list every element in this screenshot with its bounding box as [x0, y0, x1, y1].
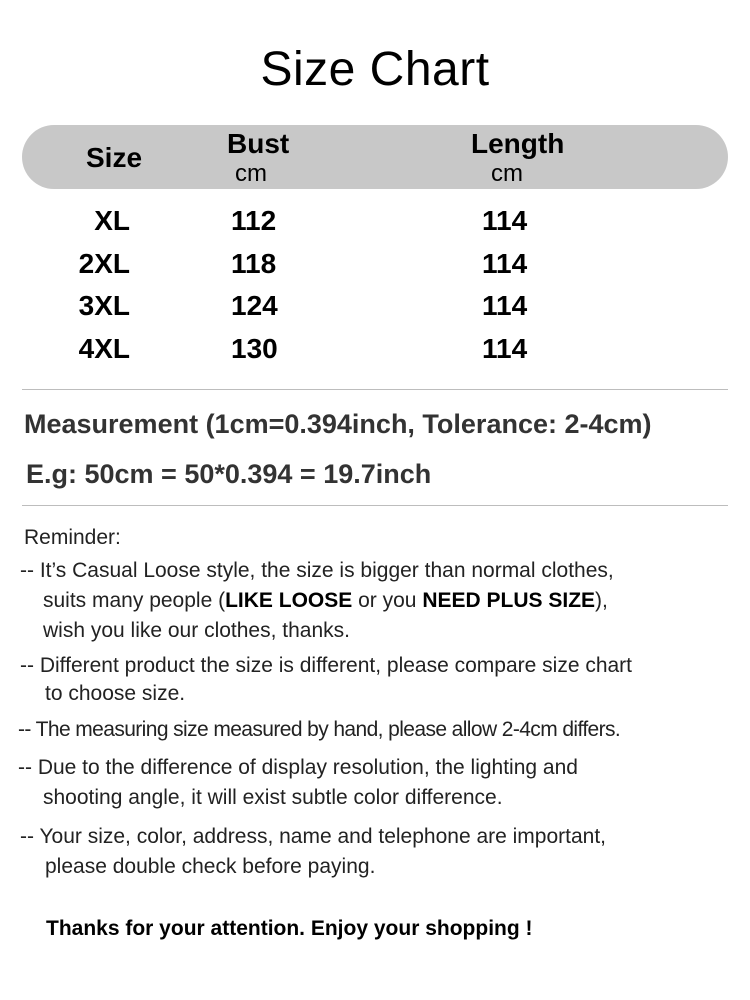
cell-size: XL: [94, 205, 130, 236]
emphasis-plus-size: NEED PLUS SIZE: [422, 589, 596, 612]
reminder-item: -- Due to the difference of display resolution, the lighting and: [18, 756, 578, 779]
example-conversion: E.g: 50cm = 50*0.394 = 19.7inch: [26, 459, 432, 489]
cell-length: 114: [482, 248, 528, 279]
header-length: Length: [471, 128, 565, 159]
thanks-note: Thanks for your attention. Enjoy your shopping !: [46, 917, 533, 940]
header-bust-unit: cm: [235, 160, 267, 187]
reminder-item: please double check before paying.: [45, 855, 376, 878]
cell-bust: 124: [231, 290, 278, 321]
cell-length: 114: [482, 290, 528, 321]
header-size: Size: [86, 142, 143, 173]
cell-bust: 118: [231, 248, 277, 279]
divider: [22, 389, 728, 390]
cell-size: 4XL: [78, 333, 130, 364]
reminder-item: -- Different product the size is different, please compare size chart: [20, 654, 633, 677]
reminder-item: to choose size.: [45, 682, 186, 705]
page-title: Size Chart: [260, 43, 490, 96]
reminder-item: -- It’s Casual Loose style, the size is bigger than normal clothes,: [20, 559, 614, 582]
cell-size: 2XL: [78, 248, 130, 279]
cell-bust: 130: [231, 333, 278, 364]
header-bust: Bust: [227, 128, 290, 159]
cell-length: 114: [482, 205, 528, 236]
emphasis-like-loose: LIKE LOOSE: [225, 589, 353, 612]
reminder-item: suits many people (LIKE LOOSE or you NEED PLUS SIZE),: [43, 589, 608, 612]
reminder-item: shooting angle, it will exist subtle color difference.: [43, 786, 503, 809]
reminder-item: -- Your size, color, address, name and telephone are important,: [20, 825, 607, 848]
reminder-item: -- The measuring size measured by hand, please allow 2-4cm differs.: [18, 718, 621, 741]
cell-size: 3XL: [78, 290, 130, 321]
reminder-item: wish you like our clothes, thanks.: [43, 619, 350, 642]
header-length-unit: cm: [491, 160, 523, 187]
reminder-heading: Reminder:: [24, 526, 121, 549]
divider: [22, 505, 728, 506]
cell-bust: 112: [231, 205, 277, 236]
cell-length: 114: [482, 333, 528, 364]
measurement-note: Measurement (1cm=0.394inch, Tolerance: 2-4cm): [24, 409, 652, 439]
